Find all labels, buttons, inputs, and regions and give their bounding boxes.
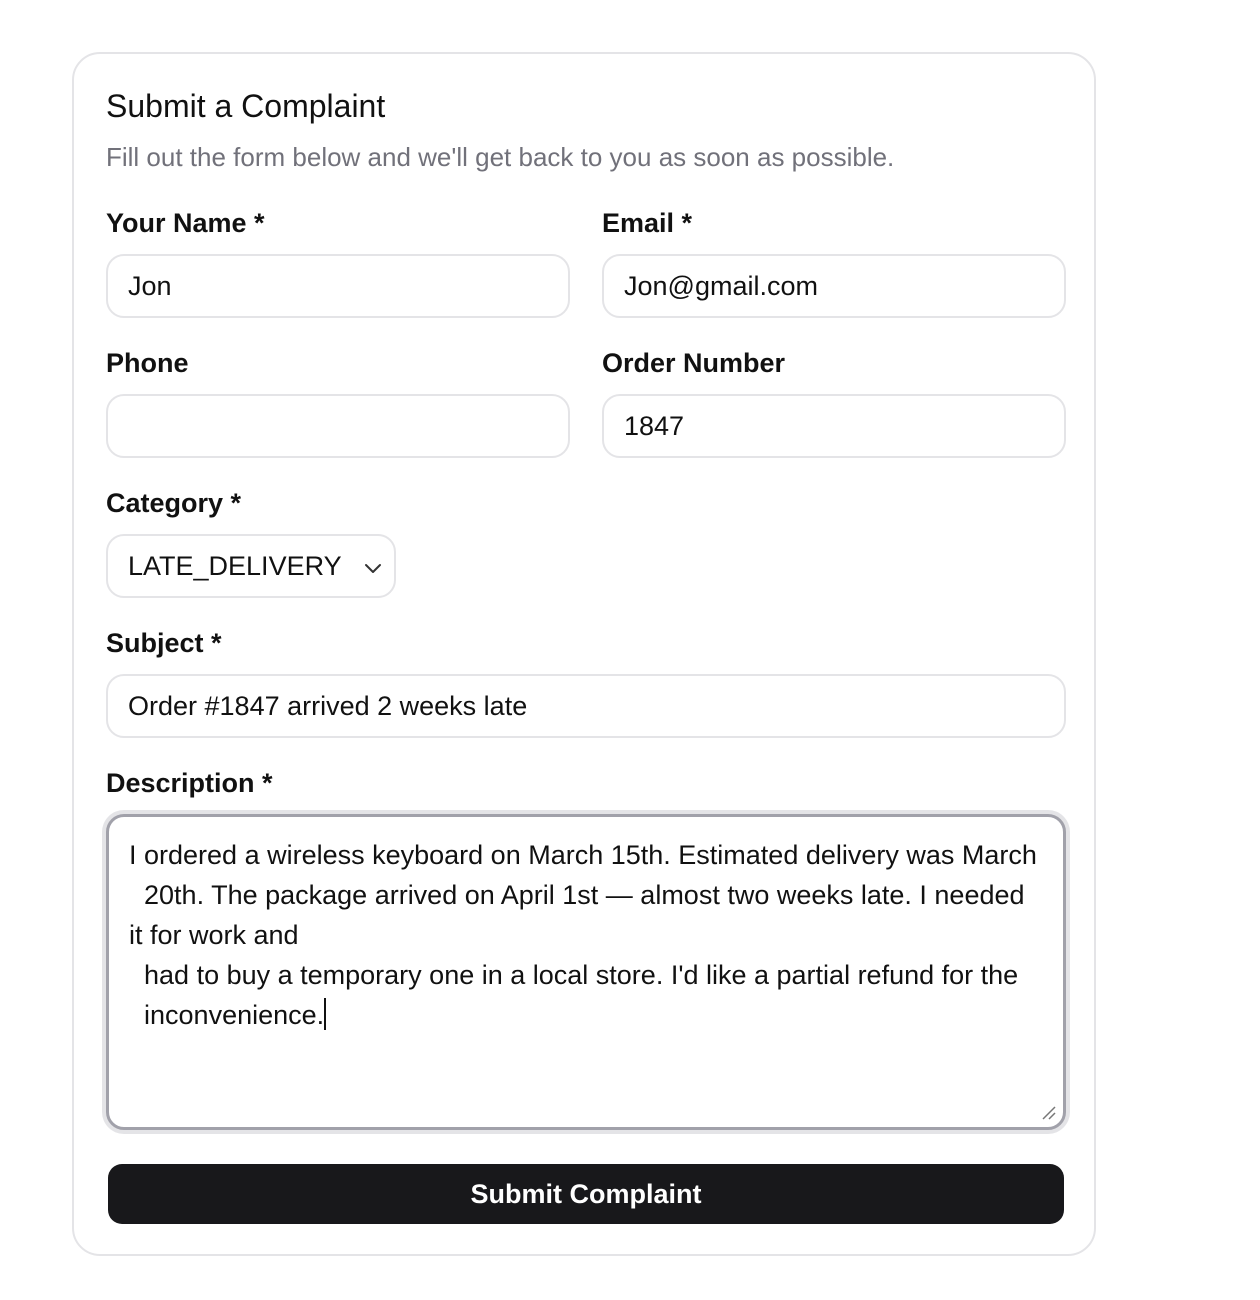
description-textarea[interactable] <box>106 814 1066 1130</box>
chevron-down-icon <box>362 555 384 577</box>
subject-input[interactable] <box>106 674 1066 738</box>
name-label: Your Name * <box>106 208 265 238</box>
order-number-input[interactable] <box>602 394 1066 458</box>
email-input[interactable] <box>602 254 1066 318</box>
order-number-label: Order Number <box>602 348 786 378</box>
resize-handle-icon[interactable] <box>1039 1103 1057 1121</box>
category-select[interactable] <box>106 534 396 598</box>
form-title: Submit a Complaint <box>106 88 386 124</box>
phone-label: Phone <box>106 348 189 378</box>
phone-input[interactable] <box>106 394 570 458</box>
name-input[interactable] <box>106 254 570 318</box>
submit-complaint-button[interactable]: Submit Complaint <box>108 1164 1064 1224</box>
complaint-form-card <box>72 52 1096 1256</box>
text-caret <box>324 998 326 1030</box>
subject-label: Subject * <box>106 628 222 658</box>
email-label: Email * <box>602 208 693 238</box>
category-label: Category * <box>106 488 242 518</box>
form-subtitle: Fill out the form below and we'll get back to you as soon as possible. <box>106 142 895 172</box>
description-label: Description * <box>106 768 273 798</box>
description-text: I ordered a wireless keyboard on March 15th. Estimated delivery was March 20th. The package arrived on April 1st — almost two weeks late. I needed it for work and had to buy a temporary one in a local store. I'd like a partial refund for the inconvenience. <box>129 840 1037 1030</box>
category-selected-value: LATE_DELIVERY <box>128 550 342 581</box>
